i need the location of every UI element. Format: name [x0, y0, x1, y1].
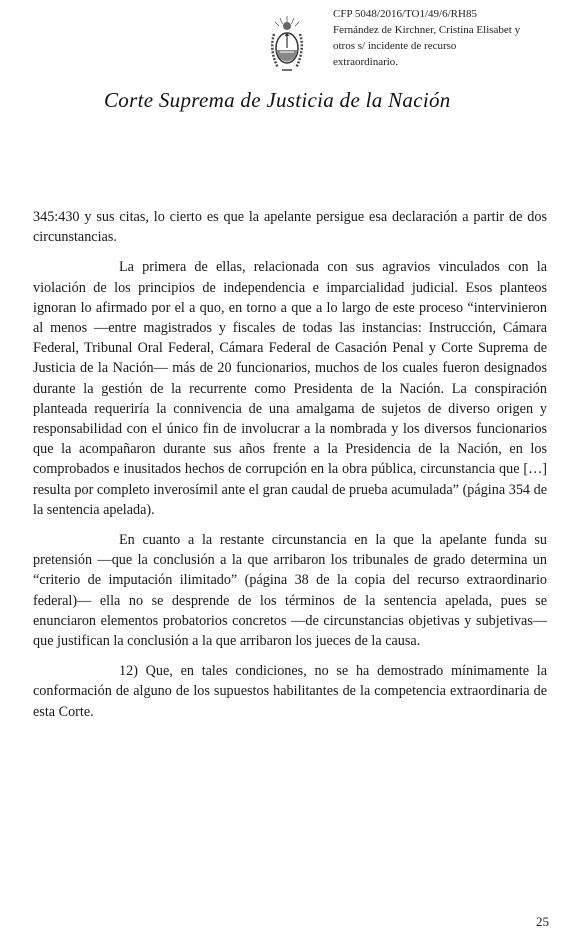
coat-of-arms-icon — [266, 14, 308, 76]
paragraph: En cuanto a la restante circunstancia en la que la apelante funda su pretensión —que la conclusión a la que arribaron los tribunales de grado determina un “criterio de imputación ilimitado” (página 38 de la copia del recurso extraordinario federal)— ella no se desprende de los términos de la sentencia apelada, pues se enunciaron elementos probatorios concretos —de circunstancias objetivas y subjetivas— que justifican la conclusión a la que arribaron los jueces de la causa. — [33, 532, 547, 650]
paragraph: La primera de ellas, relacionada con sus agravios vinculados con la violación de los principios de independencia e imparcialidad judicial. Esos planteos ignoran lo afirmado por el a quo, en torno a que a lo largo de este proceso “intervinieron al menos —entre magistrados y fiscales de todas las instancias: Instrucción, Cámara Federal, Tribunal Oral Federal, Cámara Federal de Casación Penal y Corte Suprema de Justicia de la Nación— más de 20 funcionarios, muchos de los cuales fueron designados durante la gestión de la recurrente como Presidenta de la Nación. La conspiración planteada requeriría la connivencia de una amalgama de sujetos de diverso origen y responsabilidad con el único fin de involucrar a la nombrada y los diversos funcionarios que la acompañaron durante sus años frente a la Presidencia de la Nación, en los comprobados e inusitados hechos de corrupción en la obra pública, circunstancia que […] resulta por completo inverosímil ante el gran caudal de prueba acumulada” (página 354 de la sentencia apelada). — [33, 259, 547, 518]
case-number: CFP 5048/2016/TO1/49/6/RH85 — [333, 8, 477, 20]
paragraph: 12) Que, en tales condiciones, no se ha demostrado mínimamente la conformación de alguno de los supuestos habilitantes de la competencia extraordinaria de esta Corte. — [33, 663, 547, 720]
paragraph: 345:430 y sus citas, lo cierto es que la apelante persigue esa declaración a partir de dos circunstancias. — [33, 209, 547, 246]
page-number: 25 — [536, 914, 549, 929]
case-caption-line-2: otros s/ incidente de recurso — [333, 40, 457, 52]
case-caption-line-1: Fernández de Kirchner, Cristina Elisabet y — [333, 24, 521, 36]
case-header — [333, 6, 520, 70]
court-name: Corte Suprema de Justicia de la Nación — [104, 88, 451, 112]
case-caption-line-3: extraordinario. — [333, 56, 399, 68]
document-body — [33, 207, 547, 732]
